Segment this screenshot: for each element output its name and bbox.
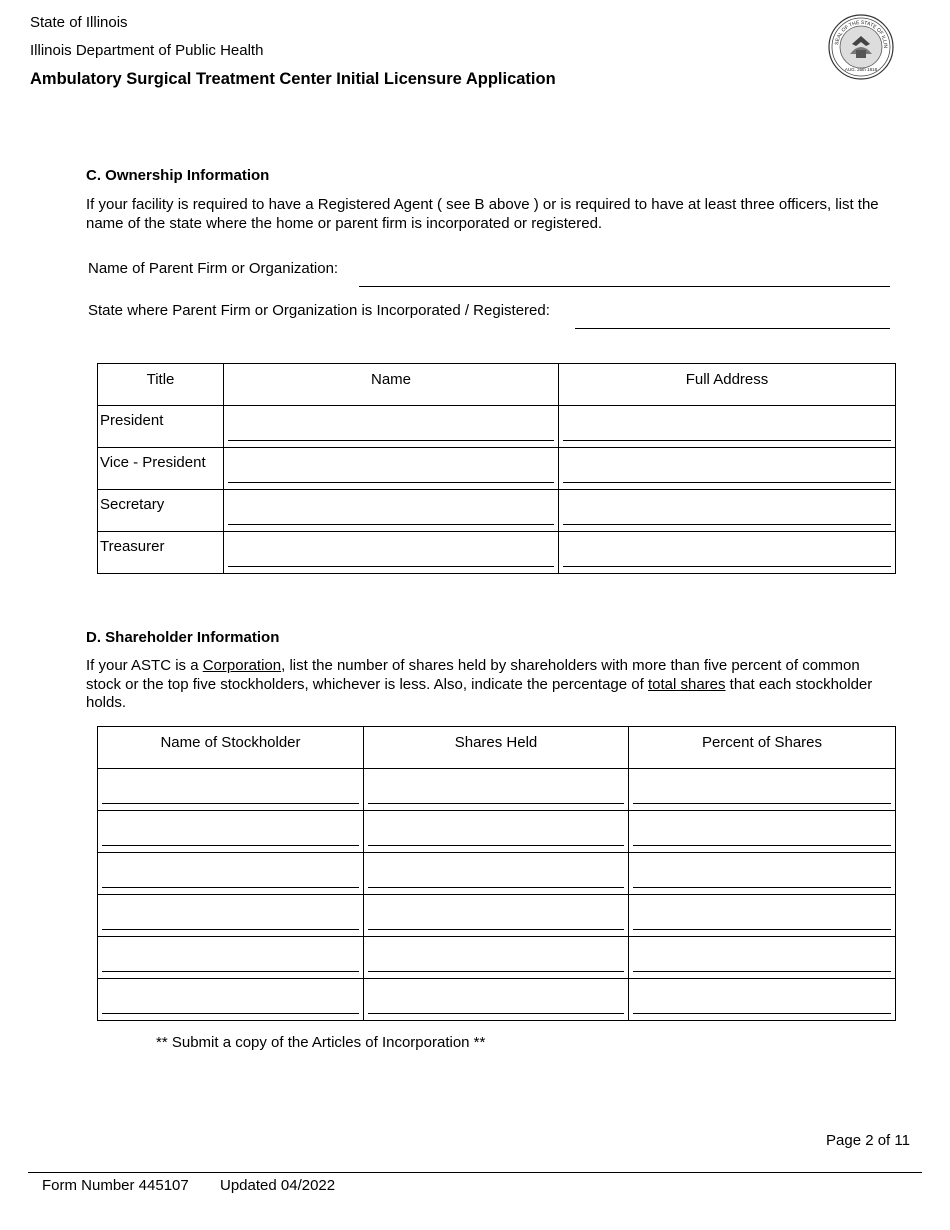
table-row — [98, 490, 896, 532]
table-row — [98, 979, 896, 1021]
officers-header-row — [98, 364, 896, 406]
state-name: State of Illinois — [30, 14, 128, 31]
corporation-term: Corporation — [202, 657, 282, 674]
table-row — [98, 532, 896, 574]
officer-name-field[interactable] — [224, 532, 559, 574]
percent-shares-field[interactable] — [629, 811, 896, 853]
seal-lettering: SEAL OF THE STATE OF ILLIN — [834, 19, 889, 49]
percent-shares-field[interactable] — [629, 769, 896, 811]
section-d-intro — [86, 657, 896, 713]
shares-held-field[interactable] — [364, 853, 629, 895]
officers-table — [97, 363, 896, 574]
updated-date: Updated 04/2022 — [220, 1177, 336, 1194]
percent-shares-field[interactable] — [629, 895, 896, 937]
officers-header-address: Full Address — [559, 364, 896, 406]
table-row — [98, 895, 896, 937]
officer-address-field[interactable] — [559, 490, 896, 532]
officer-name-field[interactable] — [224, 490, 559, 532]
stockholder-name-field[interactable] — [98, 979, 364, 1021]
officer-address-field[interactable] — [559, 406, 896, 448]
department-name: Illinois Department of Public Health — [30, 42, 264, 59]
table-row — [98, 448, 896, 490]
table-row — [98, 937, 896, 979]
percent-shares-field[interactable] — [629, 979, 896, 1021]
parent-state-label: State where Parent Firm or Organization is Incorporated / Registered: — [88, 302, 550, 319]
parent-firm-field[interactable] — [359, 286, 890, 287]
officers-header-title: Title — [98, 364, 224, 406]
table-row — [98, 853, 896, 895]
parent-firm-label: Name of Parent Firm or Organization: — [88, 260, 339, 277]
stockholder-name-field[interactable] — [98, 811, 364, 853]
stockholder-name-field[interactable] — [98, 853, 364, 895]
officer-address-field[interactable] — [559, 532, 896, 574]
shareholders-header-percent: Percent of Shares — [629, 727, 896, 769]
table-row — [98, 769, 896, 811]
officer-title: Secretary — [98, 490, 224, 532]
intro-text: If your ASTC is a — [86, 657, 203, 674]
shareholders-table — [97, 726, 896, 1021]
footer-divider — [28, 1172, 922, 1173]
officer-title: President — [98, 406, 224, 448]
section-c-title: C. Ownership Information — [86, 167, 270, 184]
shareholders-header-shares: Shares Held — [364, 727, 629, 769]
shareholders-header-row — [98, 727, 896, 769]
form-title: Ambulatory Surgical Treatment Center Initial Licensure Application — [30, 70, 556, 88]
percent-shares-field[interactable] — [629, 937, 896, 979]
stockholder-name-field[interactable] — [98, 769, 364, 811]
section-c-intro: If your facility is required to have a Registered Agent ( see B above ) or is required to have at least three officers, list the name of the state where the home or parent firm is incorporated or registered. — [86, 196, 879, 232]
officer-title: Treasurer — [98, 532, 224, 574]
articles-note: ** Submit a copy of the Articles of Incorporation ** — [156, 1034, 486, 1051]
svg-text:AUG. 26th 1818: AUG. 26th 1818 — [844, 67, 878, 72]
shares-held-field[interactable] — [364, 937, 629, 979]
table-row — [98, 811, 896, 853]
officer-name-field[interactable] — [224, 448, 559, 490]
officer-address-field[interactable] — [559, 448, 896, 490]
shares-held-field[interactable] — [364, 769, 629, 811]
shares-held-field[interactable] — [364, 895, 629, 937]
section-d-title: D. Shareholder Information — [86, 629, 280, 646]
parent-state-field[interactable] — [575, 328, 890, 329]
illinois-seal-icon — [828, 14, 894, 80]
intro-text: that each stockholder holds. — [86, 675, 873, 711]
officer-title: Vice - President — [98, 448, 224, 490]
stockholder-name-field[interactable] — [98, 937, 364, 979]
shares-held-field[interactable] — [364, 811, 629, 853]
shareholders-header-name: Name of Stockholder — [98, 727, 364, 769]
page-number: Page 2 of 11 — [826, 1132, 910, 1149]
table-row — [98, 406, 896, 448]
officers-header-name: Name — [224, 364, 559, 406]
shares-held-field[interactable] — [364, 979, 629, 1021]
percent-shares-field[interactable] — [629, 853, 896, 895]
form-number: Form Number 445107 — [42, 1177, 189, 1194]
stockholder-name-field[interactable] — [98, 895, 364, 937]
intro-text: , list the number of shares held by shareholders with more than five percent of common stock or the top five stockholders, whichever is less. Also, indicate the percentage of — [86, 657, 860, 693]
total-shares-term: total shares — [647, 675, 726, 693]
officer-name-field[interactable] — [224, 406, 559, 448]
